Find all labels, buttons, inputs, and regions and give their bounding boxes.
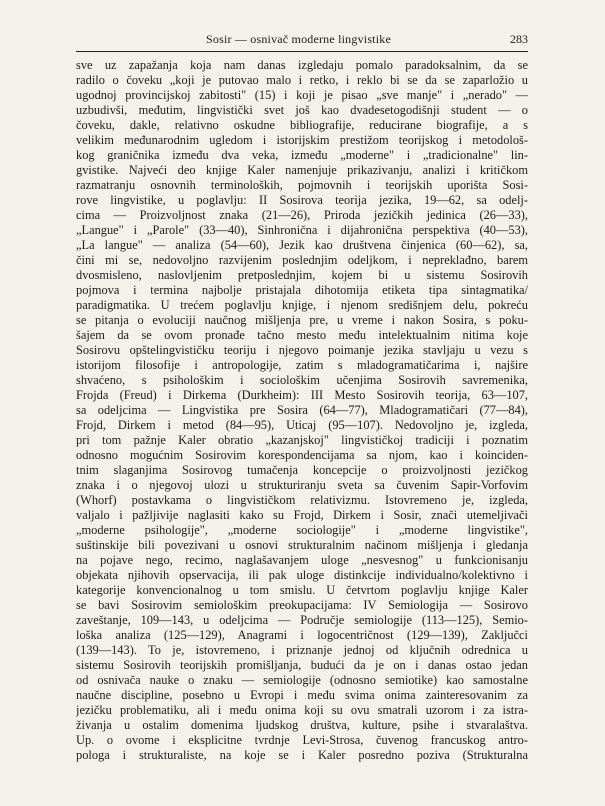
text-line: se pitanja o evoluciji naučnog mišljenja pre, u vreme i nakon Sosira, s poku- <box>76 313 528 327</box>
text-line: od osnivača nauke o znaku — semiologije (odnosno semiotike) kao samostalne <box>76 673 528 687</box>
text-line: valjalo i pažljivije naglasiti kako su Frojd, Dirkem i Sosir, znači utemeljivači <box>76 508 528 522</box>
text-line: pologa i strukturaliste, na koje se i Kaler posredno poziva (Strukturalna <box>76 748 528 762</box>
text-line: Up. o ovome i eksplicitne tvrdnje Levi-Strosa, čuvenog francuskog antro- <box>76 733 528 747</box>
text-line: (139—143). To je, istovremeno, i priznanje jednoj od ključnih odrednica u <box>76 643 528 657</box>
text-line: živanja u ostalim domenima ljudskog društva, kulture, psihe i stvaralaštva. <box>76 718 528 732</box>
text-line: odnosno mogućnim Sosirovim korespondencijama sa njom, kao i koinciden- <box>76 448 528 462</box>
text-line: suštinskije bili povezivani u osnovi strukturalnim načinom mišljenja i gledanja <box>76 538 528 552</box>
text-line: kog graničnika između dva veka, između „moderne" i „tradicionalne" lin- <box>76 148 528 162</box>
text-line: istorijom filosofije i antropologije, zatim s mladogramatičarima i, najšire <box>76 358 528 372</box>
text-line: „Langue" i „Parole" (33—40), Sinhronična i dijahronična perspektiva (40—53), <box>76 223 528 237</box>
text-line: sa odeljcima — Lingvistika pre Sosira (64—77), Mladogramatičari (77—84), <box>76 403 528 417</box>
text-line: sve uz zapažanja koja nam danas izgledaju pomalo paradoksalnim, da se <box>76 58 528 72</box>
text-line: čoveku, dakle, relativno oskudne bibliografije, reducirane biografije, a s <box>76 118 528 132</box>
text-line: čini mi se, nedovoljno razvijenim poslednjim odeljkom, i nepreklađno, barem <box>76 253 528 267</box>
text-line: zaveštanje, 109—143, u odeljcima — Područje semiologije (113—125), Semio- <box>76 613 528 627</box>
text-line: pri tom pažnje Kaler obratio „kazanjskoj" lingvističkoj tradiciji i poznatim <box>76 433 528 447</box>
text-line: kategorije konvencionalnog u tom smislu. U četvrtom poglavlju knjige Kaler <box>76 583 528 597</box>
text-line: se bavi Sosirovim semiološkim preokupacijama: IV Semiologija — Sosirovo <box>76 598 528 612</box>
text-line: gvistike. Najveći deo knjige Kaler namenjuje prikazivanju, analizi i kritičkom <box>76 163 528 177</box>
text-line: ugodnoj provincijskoj zabitosti" (15) i koji je pisao „sve manje" i „nerado" — <box>76 88 528 102</box>
running-title: Sosir — osnivač moderne lingvistike <box>206 32 391 46</box>
text-line: jezičku problematiku, ali i među onima koji su ovu smatrali uzorom i za istra- <box>76 703 528 717</box>
text-line: Frojda (Freud) i Dirkema (Durkheim): III Mesto Sosirovih teorija, 63—107, <box>76 388 528 402</box>
text-line: velikim međunarodnim ugledom i istorijskim prestižom teorijskog i metodološ- <box>76 133 528 147</box>
text-line: radilo o čoveku „koji je putovao malo i retko, i reklo bi se da se zaparložio u <box>76 73 528 87</box>
text-line: rove lingvistike, u poglavlju: II Sosirova teorija jezika, 19—62, sa odelj- <box>76 193 528 207</box>
text-line: paradigmatika. U trećem poglavlju knjige, i njenom središnjem delu, pokreću <box>76 298 528 312</box>
text-line: „moderne psihologije", „moderne sociologije" i „moderne lingvistike", <box>76 523 528 537</box>
text-line: znaka i o njegovoj ulozi u strukturiranju sveta sa čuvenim Sapir-Vorfovim <box>76 478 528 492</box>
text-line: pojmova i termina najbolje pristajala dihotomija etiketa tipa sintagmatika/ <box>76 283 528 297</box>
text-line: naučne discipline, posebno u Evropi i među svima onima zainteresovanim za <box>76 688 528 702</box>
text-line: „La langue" — analiza (54—60), Jezik kao društvena činjenica (60—62), sa, <box>76 238 528 252</box>
text-line: Sosirovu opštelingvističku teoriju i njegovo poimanje jezika stavljaju u vezu s <box>76 343 528 357</box>
text-line: uzbudivši, međutim, lingvistički svet još kao dvadesetogodišnji student — o <box>76 103 528 117</box>
page-number: 283 <box>510 32 528 46</box>
text-line: šajem da se ovom pronađe tačno mesto među intelektualnim nitima koje <box>76 328 528 342</box>
text-line: sistemu Sosirovih teorijskih promišljanja, budući da je on i danas ostao jedan <box>76 658 528 672</box>
page-header <box>76 32 528 50</box>
text-line: objekata njihovih opservacija, ili pak uloge distinkcije individualno/kolektivno i <box>76 568 528 582</box>
text-line: dvosmisleno, naslovljenim pretposlednjim, kojem bi u sistemu Sosirovih <box>76 268 528 282</box>
text-line: tnim slaganjima Sosirovog tumačenja koncepcije o proizvoljnosti jezičkog <box>76 463 528 477</box>
text-line: Frojd, Dirkem i metod (84—95), Uticaj (95—107). Nedovoljno je, izgleda, <box>76 418 528 432</box>
text-line: razmatranju osnovnih terminoloških, pojmovnih i teorijskih uporišta Sosi- <box>76 178 528 192</box>
body-text <box>76 58 528 763</box>
text-line: cima — Proizvoljnost znaka (21—26), Priroda jezičkih jedinica (26—33), <box>76 208 528 222</box>
text-line: loška analiza (125—129), Anagrami i logocentričnost (129—139), Zaključci <box>76 628 528 642</box>
text-line: (Whorf) postavkama o lingvističkom relativizmu. Istovremeno je, izgleda, <box>76 493 528 507</box>
header-rule <box>76 51 528 52</box>
text-line: na pojave nego, recimo, naglašavanjem uloge „nesvesnog" u funkcionisanju <box>76 553 528 567</box>
text-line: shvaćeno, s psihološkim i sociološkim učenjima Sosirovih savremenika, <box>76 373 528 387</box>
